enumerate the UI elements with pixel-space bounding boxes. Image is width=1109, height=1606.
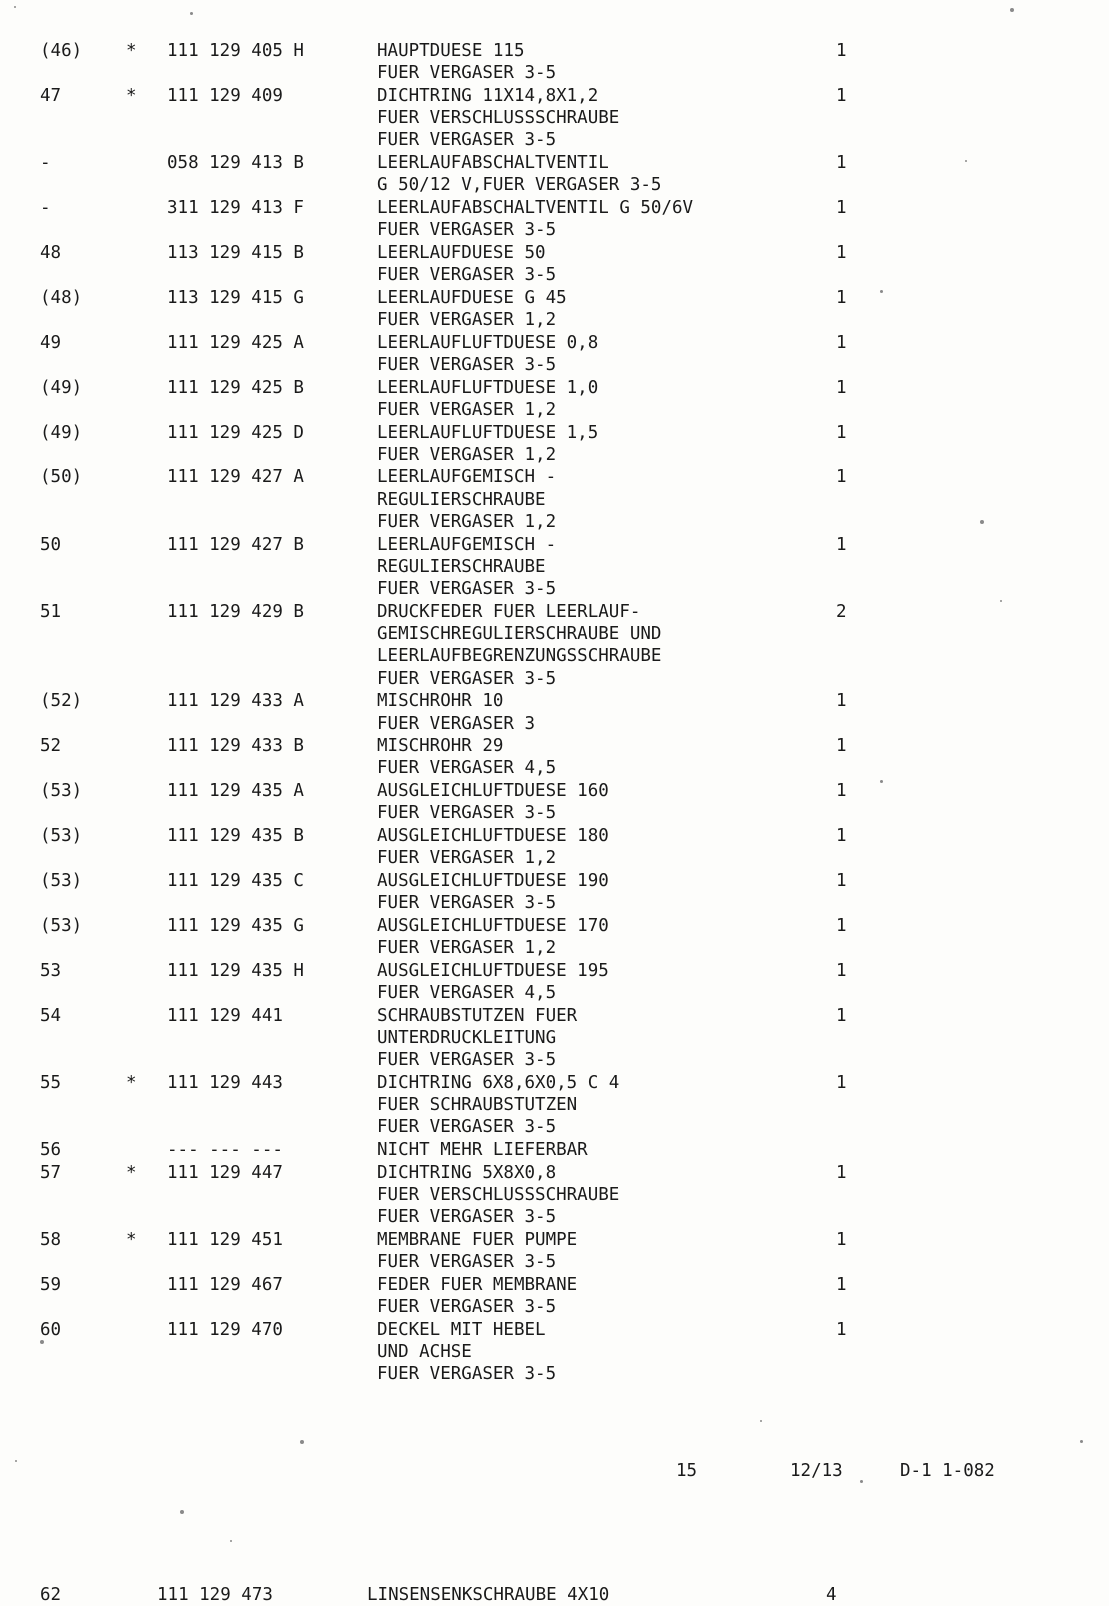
description-line: GEMISCHREGULIERSCHRAUBE UND [377, 624, 662, 645]
description-line: FUER VERGASER 3-5 [377, 1296, 557, 1317]
parts-row-line [0, 40, 1109, 62]
description-line: FUER VERGASER 3-5 [377, 1364, 557, 1385]
issue-date: 12/13 [790, 1461, 843, 1481]
wear-part-marker: * [126, 1072, 137, 1093]
quantity: 1 [836, 826, 847, 846]
parts-row [0, 960, 1109, 1005]
description-line: FUER VERGASER 1,2 [377, 511, 557, 532]
parts-row-line [0, 690, 1109, 712]
wear-part-marker: * [126, 85, 137, 106]
parts-row [0, 1162, 1109, 1229]
scan-speck [180, 1510, 184, 1514]
parts-row-line [0, 264, 1109, 286]
parts-row-line [0, 1049, 1109, 1071]
parts-row-line [0, 757, 1109, 779]
description-line: FUER VERGASER 3-5 [377, 354, 557, 375]
parts-row-line [0, 219, 1109, 241]
position-number: (48) [40, 287, 83, 308]
parts-row-line [0, 422, 1109, 444]
part-number: 111 129 451 [167, 1229, 283, 1250]
description-line: REGULIERSCHRAUBE [377, 489, 546, 510]
position-number: 47 [40, 85, 62, 106]
parts-row [0, 915, 1109, 960]
quantity: 1 [836, 781, 847, 802]
parts-row-line [0, 1296, 1109, 1318]
quantity: 1 [836, 41, 847, 61]
quantity: 1 [836, 332, 847, 353]
description-line: LEERLAUFLUFTDUESE 1,0 [377, 377, 599, 398]
description-line: DECKEL MIT HEBEL [377, 1319, 546, 1340]
part-number: 111 129 435 A [167, 781, 304, 802]
document-code: D-1 1-082 [900, 1461, 995, 1481]
description-line: FUER VERGASER 4,5 [377, 982, 557, 1003]
scan-speck [980, 520, 984, 524]
scan-speck [14, 6, 16, 8]
parts-row [0, 780, 1109, 825]
page-number: 15 [676, 1461, 698, 1481]
wear-part-marker: * [126, 1229, 137, 1250]
position-number: (53) [40, 781, 83, 802]
description-line: FUER VERSCHLUSSSCHRAUBE [377, 1184, 620, 1205]
part-number: --- --- --- [167, 1140, 283, 1160]
description-line: G 50/12 V,FUER VERGASER 3-5 [377, 175, 662, 196]
parts-row [0, 1229, 1109, 1274]
part-number: 111 129 425 B [167, 377, 304, 398]
description-line: HAUPTDUESE 115 [377, 41, 525, 61]
quantity: 1 [836, 1005, 847, 1026]
parts-row-line [0, 1229, 1109, 1251]
description-line: FUER VERGASER 1,2 [377, 444, 557, 465]
parts-row [0, 377, 1109, 422]
quantity: 1 [836, 467, 847, 488]
description-line: FUER VERGASER 1,2 [377, 399, 557, 420]
position-number: 49 [40, 332, 62, 353]
parts-row-line [0, 802, 1109, 824]
parts-row-line [0, 870, 1109, 892]
description-line: FUER VERGASER 4,5 [377, 758, 557, 779]
position-number: 50 [40, 534, 62, 555]
description-line: DICHTRING 11X14,8X1,2 [377, 85, 599, 106]
description-line: FUER VERSCHLUSSSCHRAUBE [377, 108, 620, 129]
part-number: 111 129 473 [157, 1585, 273, 1605]
quantity: 1 [836, 736, 847, 757]
parts-row [0, 1005, 1109, 1072]
parts-row [0, 690, 1109, 735]
part-number: 111 129 427 A [167, 467, 304, 488]
position-number: (49) [40, 377, 83, 398]
scan-speck [300, 1440, 304, 1444]
description-line: FUER VERGASER 3-5 [377, 579, 557, 600]
parts-row-line [0, 556, 1109, 578]
part-number: 111 129 405 H [167, 41, 304, 61]
part-number: 113 129 415 B [167, 242, 304, 263]
part-number: 111 129 441 [167, 1005, 283, 1026]
scan-speck [230, 1540, 232, 1542]
parts-row-line [0, 645, 1109, 667]
part-number: 113 129 415 G [167, 287, 304, 308]
description-line: FUER VERGASER 3-5 [377, 1207, 557, 1228]
position-number: 53 [40, 960, 62, 981]
parts-row [0, 332, 1109, 377]
parts-row-line [0, 1072, 1109, 1094]
description-line: MEMBRANE FUER PUMPE [377, 1229, 578, 1250]
part-number: 111 129 429 B [167, 601, 304, 622]
parts-row-line [0, 287, 1109, 309]
description-line: FUER VERGASER 3-5 [377, 803, 557, 824]
parts-row-line [0, 174, 1109, 196]
scan-speck [1080, 1440, 1083, 1443]
part-number: 111 129 435 B [167, 826, 304, 846]
part-number: 311 129 413 F [167, 198, 304, 218]
description-line: FUER VERGASER 3-5 [377, 63, 557, 84]
description-line: SCHRAUBSTUTZEN FUER [377, 1005, 578, 1026]
parts-row-line [0, 332, 1109, 354]
description-line: FUER VERGASER 1,2 [377, 848, 557, 869]
position-number: 52 [40, 736, 62, 757]
parts-row-line [0, 847, 1109, 869]
description-line: LEERLAUFDUESE G 45 [377, 287, 567, 308]
parts-row-line [0, 982, 1109, 1004]
position-number: 62 [40, 1585, 62, 1605]
parts-row-line [0, 1094, 1109, 1116]
parts-row-line [0, 1363, 1109, 1385]
quantity: 1 [836, 242, 847, 263]
parts-row-line [0, 1206, 1109, 1228]
description-line: FEDER FUER MEMBRANE [377, 1274, 578, 1295]
parts-row-line [0, 377, 1109, 399]
description-line: AUSGLEICHLUFTDUESE 180 [377, 826, 609, 846]
position-number: (53) [40, 826, 83, 846]
part-number: 111 129 409 [167, 85, 283, 106]
position-number: 56 [40, 1140, 62, 1160]
scan-speck [190, 12, 193, 15]
parts-row-line [0, 713, 1109, 735]
description-line: FUER VERGASER 3-5 [377, 130, 557, 151]
parts-row [0, 152, 1109, 197]
position-number: (49) [40, 422, 83, 443]
position-number: 54 [40, 1005, 62, 1026]
parts-row-line [0, 466, 1109, 488]
scan-speck [40, 1340, 44, 1344]
parts-row [0, 242, 1109, 287]
description-line: AUSGLEICHLUFTDUESE 195 [377, 960, 609, 981]
position-number: - [40, 153, 51, 174]
position-number: (50) [40, 467, 83, 488]
quantity: 1 [836, 1072, 847, 1093]
parts-row-line [0, 242, 1109, 264]
parts-row-line [0, 197, 1109, 219]
parts-row [0, 422, 1109, 467]
part-number: 111 129 425 D [167, 422, 304, 443]
scan-speck [760, 1420, 762, 1422]
parts-row-line [0, 511, 1109, 533]
parts-row-line [0, 152, 1109, 174]
description-line: LEERLAUFLUFTDUESE 0,8 [377, 332, 599, 353]
description-line: REGULIERSCHRAUBE [377, 556, 546, 577]
parts-row-line [0, 668, 1109, 690]
parts-row [0, 40, 1109, 85]
parts-row [0, 870, 1109, 915]
description-line: UND ACHSE [377, 1341, 472, 1362]
scan-speck [15, 1460, 17, 1462]
scan-speck [965, 160, 967, 162]
quantity: 1 [836, 85, 847, 106]
quantity: 4 [826, 1585, 837, 1605]
parts-row [0, 1139, 1109, 1161]
parts-row-line [0, 444, 1109, 466]
parts-row-line [0, 489, 1109, 511]
description-line: FUER VERGASER 1,2 [377, 310, 557, 331]
page-footer [0, 1458, 1109, 1484]
position-number: (52) [40, 691, 83, 712]
position-number: 59 [40, 1274, 62, 1295]
quantity: 1 [836, 534, 847, 555]
quantity: 1 [836, 1319, 847, 1340]
parts-row-line [0, 937, 1109, 959]
parts-row-line [0, 1251, 1109, 1273]
scan-speck [880, 780, 883, 783]
parts-row-line [0, 354, 1109, 376]
description-line: FUER VERGASER 3-5 [377, 1117, 557, 1138]
parts-row [0, 825, 1109, 870]
description-line: DICHTRING 5X8X0,8 [377, 1162, 557, 1183]
description-line: AUSGLEICHLUFTDUESE 170 [377, 915, 609, 936]
parts-row [0, 1274, 1109, 1319]
description-line: MISCHROHR 29 [377, 736, 504, 757]
parts-row-line [0, 892, 1109, 914]
part-number: 111 129 435 G [167, 915, 304, 936]
part-number: 111 129 447 [167, 1162, 283, 1183]
parts-row-line [0, 1319, 1109, 1341]
description-line: FUER VERGASER 3-5 [377, 893, 557, 914]
next-page-row [0, 1584, 1109, 1606]
description-line: LEERLAUFDUESE 50 [377, 242, 546, 263]
parts-row-line [0, 399, 1109, 421]
parts-row-line [0, 534, 1109, 556]
description-line: FUER VERGASER 3-5 [377, 220, 557, 241]
quantity: 1 [836, 915, 847, 936]
position-number: (53) [40, 870, 83, 891]
parts-row-line [0, 915, 1109, 937]
parts-row [0, 466, 1109, 533]
parts-row [0, 1319, 1109, 1386]
part-number: 111 129 467 [167, 1274, 283, 1295]
parts-row-line [0, 107, 1109, 129]
position-number: 57 [40, 1162, 62, 1183]
parts-row-line [0, 1116, 1109, 1138]
quantity: 1 [836, 198, 847, 218]
parts-row-line [0, 1027, 1109, 1049]
quantity: 1 [836, 870, 847, 891]
description-line: AUSGLEICHLUFTDUESE 160 [377, 781, 609, 802]
parts-row-line [0, 1162, 1109, 1184]
part-number: 111 129 435 H [167, 960, 304, 981]
part-number: 111 129 470 [167, 1319, 283, 1340]
parts-row [0, 85, 1109, 152]
quantity: 1 [836, 422, 847, 443]
description-line: FUER VERGASER 3-5 [377, 1252, 557, 1273]
wear-part-marker: * [126, 41, 137, 61]
description-line: LEERLAUFBEGRENZUNGSSCHRAUBE [377, 646, 662, 667]
parts-row-line [0, 85, 1109, 107]
position-number: 51 [40, 601, 62, 622]
description-line: LEERLAUFLUFTDUESE 1,5 [377, 422, 599, 443]
parts-row-line [0, 780, 1109, 802]
quantity: 1 [836, 1274, 847, 1295]
description-line: FUER VERGASER 3-5 [377, 668, 557, 689]
description-line: DICHTRING 6X8,6X0,5 C 4 [377, 1072, 620, 1093]
position-number: 60 [40, 1319, 62, 1340]
description-line: LEERLAUFGEMISCH - [377, 534, 557, 555]
parts-row-line [0, 1005, 1109, 1027]
parts-row-line [0, 578, 1109, 600]
part-number: 111 129 443 [167, 1072, 283, 1093]
quantity: 1 [836, 377, 847, 398]
parts-row [0, 197, 1109, 242]
parts-row [0, 1072, 1109, 1139]
position-number: 55 [40, 1072, 62, 1093]
description-line: FUER VERGASER 3-5 [377, 265, 557, 286]
scan-speck [1010, 8, 1014, 12]
quantity: 1 [836, 153, 847, 174]
position-number: (46) [40, 41, 83, 61]
scan-speck [880, 290, 883, 293]
description-line: LEERLAUFABSCHALTVENTIL [377, 153, 609, 174]
part-number: 111 129 425 A [167, 332, 304, 353]
description-line: LEERLAUFGEMISCH - [377, 467, 557, 488]
scan-speck [1000, 600, 1002, 602]
parts-row-line [0, 1274, 1109, 1296]
description-line: UNTERDRUCKLEITUNG [377, 1027, 557, 1048]
position-number: (53) [40, 915, 83, 936]
wear-part-marker: * [126, 1162, 137, 1183]
description-line: AUSGLEICHLUFTDUESE 190 [377, 870, 609, 891]
description-line: LEERLAUFABSCHALTVENTIL G 50/6V [377, 198, 694, 218]
scan-speck [860, 1480, 863, 1483]
part-number: 111 129 427 B [167, 534, 304, 555]
quantity: 1 [836, 960, 847, 981]
position-number: 58 [40, 1229, 62, 1250]
parts-row-line [0, 601, 1109, 623]
parts-row-line [0, 309, 1109, 331]
quantity: 1 [836, 691, 847, 712]
description-line: LINSENSENKSCHRAUBE 4X10 [367, 1585, 610, 1605]
position-number: - [40, 198, 51, 218]
parts-row [0, 601, 1109, 690]
parts-row-line [0, 825, 1109, 847]
description-line: FUER VERGASER 3-5 [377, 1050, 557, 1071]
description-line: FUER VERGASER 1,2 [377, 938, 557, 959]
part-number: 058 129 413 B [167, 153, 304, 174]
description-line: FUER SCHRAUBSTUTZEN [377, 1095, 578, 1116]
quantity: 2 [836, 601, 847, 622]
description-line: DRUCKFEDER FUER LEERLAUF- [377, 601, 641, 622]
parts-row-line [0, 1341, 1109, 1363]
parts-row [0, 534, 1109, 601]
quantity: 1 [836, 1162, 847, 1183]
parts-row-line [0, 960, 1109, 982]
description-line: MISCHROHR 10 [377, 691, 504, 712]
parts-row-line [0, 129, 1109, 151]
description-line: FUER VERGASER 3 [377, 713, 536, 734]
parts-row [0, 287, 1109, 332]
part-number: 111 129 433 B [167, 736, 304, 757]
quantity: 1 [836, 287, 847, 308]
part-number: 111 129 435 C [167, 870, 304, 891]
parts-row-line [0, 1184, 1109, 1206]
parts-row-line [0, 623, 1109, 645]
parts-row [0, 735, 1109, 780]
quantity: 1 [836, 1229, 847, 1250]
description-line: NICHT MEHR LIEFERBAR [377, 1140, 588, 1160]
position-number: 48 [40, 242, 62, 263]
parts-row-line [0, 1139, 1109, 1161]
parts-row-line [0, 62, 1109, 84]
parts-row-line [0, 735, 1109, 757]
part-number: 111 129 433 A [167, 691, 304, 712]
